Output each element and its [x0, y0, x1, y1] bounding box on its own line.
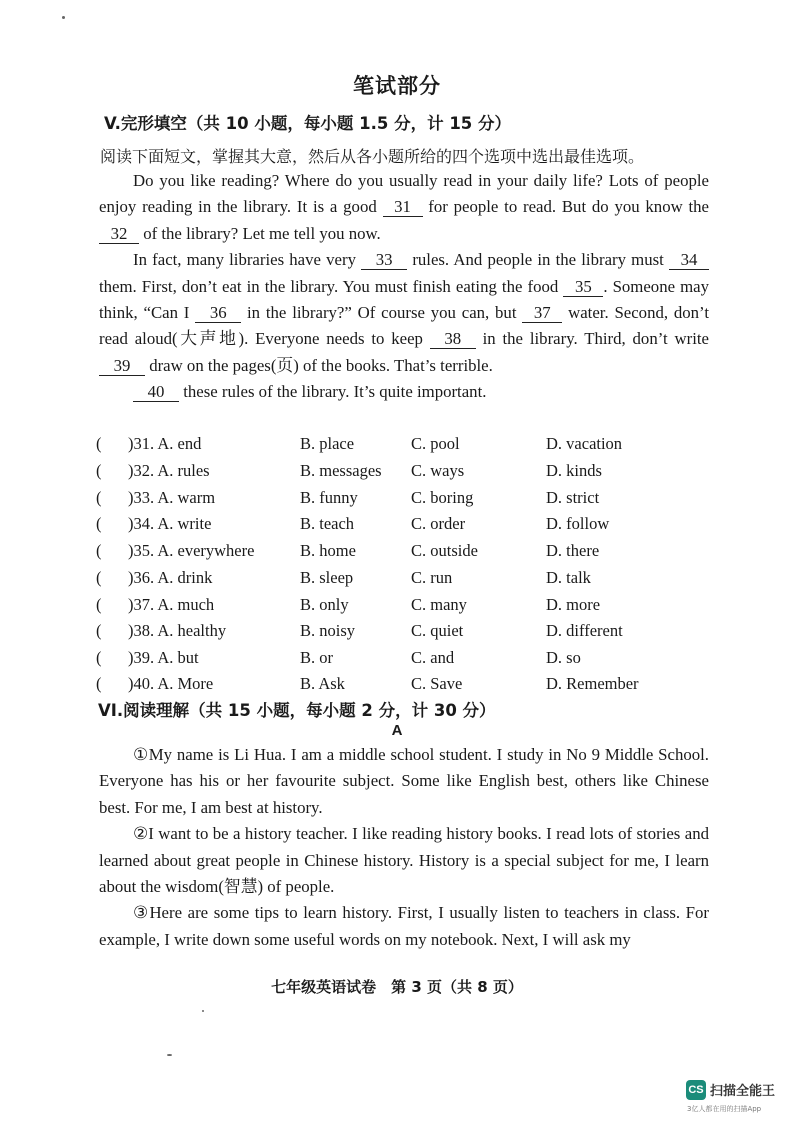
blank-36: 36: [195, 304, 241, 323]
blank-35: 35: [563, 278, 603, 297]
blank-38: 38: [430, 330, 476, 349]
blank-33: 33: [361, 251, 407, 270]
cloze-paragraph-1: Do you like reading? Where do you usually read in your daily life? Lots of people enjoy reading in the library. It is a good 31 for people to read. But do you know the 32 of the library? Let me tell you now.: [99, 171, 709, 243]
reading-paragraph-3: ③Here are some tips to learn history. First, I usually listen to teachers in class. For example, I write down some useful words on my notebook. Next, I will ask my: [99, 903, 709, 949]
blank-40: 40: [133, 383, 179, 402]
blank-32: 32: [99, 225, 139, 244]
reading-passage-a: [99, 742, 709, 953]
reading-paragraph-2: ②I want to be a history teacher. I like reading history books. I read lots of stories and learned about great people in Chinese history. History is a special subject for me, I learn about the wisdom(智慧) of people.: [99, 824, 709, 897]
blank-31: 31: [383, 198, 423, 217]
cloze-paragraph-3: 40 these rules of the library. It’s quite important.: [99, 379, 709, 405]
scan-speck: [62, 16, 65, 19]
scan-speck: [167, 1054, 172, 1056]
scan-speck: [202, 1010, 204, 1012]
section-heading-reading: VI.阅读理解（共 15 小题，每小题 2 分，计 30 分）: [98, 701, 496, 720]
blank-39: 39: [99, 357, 145, 376]
watermark-tagline: 3亿人都在用的扫描App: [687, 1105, 762, 1113]
watermark-name: 扫描全能王: [710, 1084, 776, 1099]
section-heading-cloze: V.完形填空（共 10 小题，每小题 1.5 分，计 15 分）: [104, 114, 512, 133]
passage-label-a: A: [391, 722, 403, 739]
cloze-passage: [99, 168, 709, 406]
reading-paragraph-1: ①My name is Li Hua. I am a middle school student. I study in No 9 Middle School. Everyone has his or her favourite subject. Some like English best, others like Chinese best. For me, I am best at history.: [99, 745, 709, 817]
page-title: 笔试部分: [353, 74, 441, 98]
blank-37: 37: [522, 304, 562, 323]
camscanner-logo-icon: CS: [686, 1080, 706, 1100]
cloze-instruction: 阅读下面短文，掌握其大意，然后从各小题所给的四个选项中选出最佳选项。: [100, 147, 645, 166]
blank-34: 34: [669, 251, 709, 270]
page-footer: 七年级英语试卷 第 3 页（共 8 页）: [271, 978, 523, 996]
cloze-paragraph-2: In fact, many libraries have very 33 rules. And people in the library must 34 them. First, don’t eat in the library. You must finish eating the food 35 . Someone may think, “Can I 36 in the library?” Of course you can, but 37 water. Second, don’t read aloud(大声地). Everyone needs to keep 38 in the library. Third, don’t write 39 draw on the pages(页) of the books. That’s terrible.: [99, 250, 709, 375]
